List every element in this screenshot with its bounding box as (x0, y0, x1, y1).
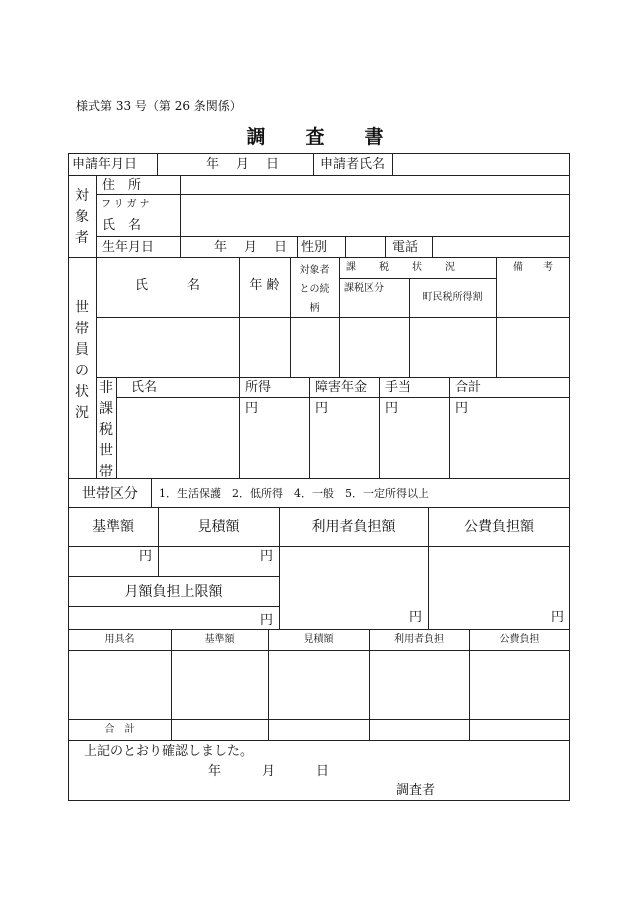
subject-name-field[interactable] (182, 196, 568, 235)
confirm-month: 月 (262, 764, 276, 779)
member-town-tax-field[interactable] (411, 319, 495, 376)
member-relation-field[interactable] (292, 319, 338, 376)
applicant-name-label: 申請者氏名 (320, 157, 386, 172)
confirmation-text: 上記のとおり確認しました。 (84, 744, 254, 759)
member-remarks-field[interactable] (498, 319, 568, 376)
pension-header: 障害年金 (315, 380, 368, 395)
estimate-amount-yen: 円 (259, 549, 273, 564)
confirm-day: 日 (316, 764, 330, 779)
col-item-name: 用具名 (104, 634, 135, 645)
member-name-header: 氏 名 (134, 278, 200, 293)
monthly-cap-label: 月額負担上限額 (124, 584, 223, 600)
application-date-label: 申請年月日 (72, 157, 138, 172)
applicant-name-field[interactable] (394, 155, 568, 174)
item-name-field[interactable] (70, 652, 170, 718)
address-label: 住 所 (102, 178, 142, 193)
subject-side-label: 対 象 者 (75, 188, 89, 246)
sex-label: 性別 (301, 240, 328, 255)
form-number: 様式第 33 号（第 26 条関係） (76, 99, 242, 113)
title-char: 調 (246, 126, 266, 148)
col-estimate: 見積額 (303, 634, 334, 645)
allowance-yen: 円 (385, 401, 399, 416)
col-base-amount: 基準額 (204, 634, 235, 645)
col-public-burden: 公費負担 (499, 634, 540, 645)
household-side-label: 世 帯 員 の 状 況 (75, 300, 89, 421)
base-amount-yen: 円 (138, 549, 152, 564)
allowance-header: 手当 (385, 380, 412, 395)
member-tax-class-field[interactable] (341, 319, 408, 376)
base-amount-label: 基準額 (92, 519, 134, 535)
tax-class-header: 課税区分 (344, 283, 384, 294)
items-total-label: 合 計 (104, 724, 135, 735)
member-age-field[interactable] (241, 319, 289, 376)
town-tax-header: 町民税所得割 (422, 292, 483, 303)
household-category-options: 1．生活保護 2．低所得 4．一般 5．一定所得以上 (159, 487, 429, 500)
application-date-value: 年 月 日 (206, 157, 282, 172)
furigana-label: フリガナ (101, 199, 153, 210)
relation-header: 対象者 との続 柄 (299, 265, 330, 314)
member-name-field[interactable] (98, 319, 238, 376)
title-char: 査 (305, 126, 325, 148)
sex-field[interactable] (347, 238, 384, 256)
confirm-year: 年 (208, 764, 222, 779)
phone-field[interactable] (434, 238, 568, 256)
birth-date-value: 年 月 日 (214, 240, 290, 255)
nontax-side-label: 非 課 税 世 帯 (99, 380, 113, 480)
income-yen: 円 (245, 401, 259, 416)
phone-label: 電話 (392, 240, 419, 255)
member-age-header: 年 齢 (249, 278, 280, 293)
household-category-label: 世帯区分 (82, 486, 138, 502)
public-burden-label: 公費負担額 (464, 519, 534, 535)
user-burden-label: 利用者負担額 (311, 519, 396, 535)
user-burden-yen: 円 (408, 610, 422, 625)
title-char: 書 (364, 126, 384, 148)
col-user-burden: 利用者負担 (394, 634, 444, 645)
address-field[interactable] (182, 177, 568, 193)
name-label: 氏 名 (102, 218, 142, 233)
tax-status-header: 課 税 状 況 (346, 262, 456, 273)
estimate-amount-label: 見積額 (197, 519, 240, 535)
birth-date-label: 生年月日 (102, 240, 155, 255)
income-header: 所得 (245, 380, 272, 395)
public-burden-yen: 円 (550, 610, 564, 625)
monthly-cap-yen: 円 (259, 613, 273, 628)
remarks-header: 備 考 (513, 262, 553, 273)
nontax-name-header: 氏名 (131, 380, 158, 395)
investigator-label: 調査者 (396, 783, 436, 798)
total-header: 合計 (455, 380, 482, 395)
pension-yen: 円 (315, 401, 329, 416)
total-yen: 円 (455, 401, 469, 416)
